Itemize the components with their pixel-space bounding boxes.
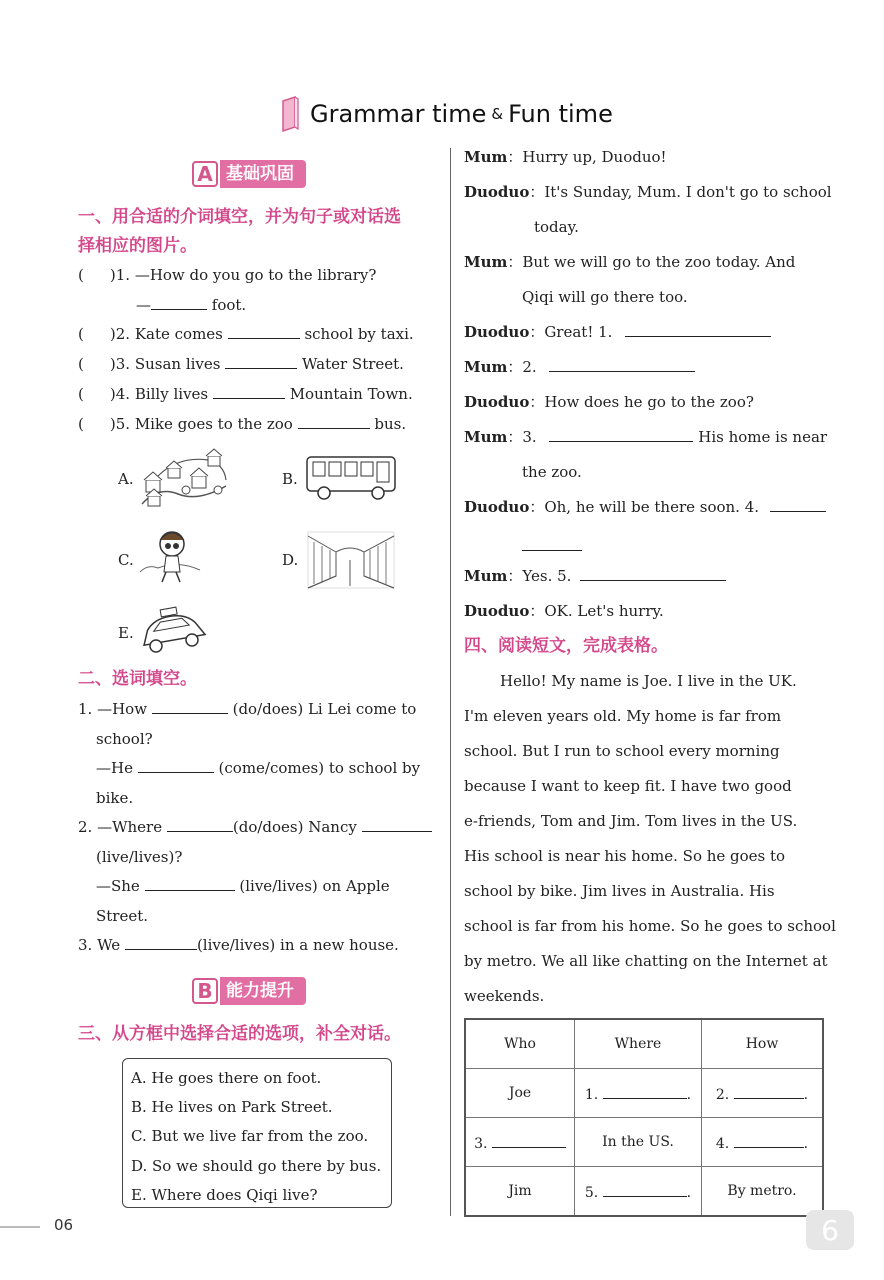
table-row xyxy=(465,1167,823,1217)
dialogue-line-8: Duoduo：How does he go to the zoo? xyxy=(464,393,754,411)
dialogue-line-6: Duoduo：Great! 1. xyxy=(464,322,771,342)
answer-table xyxy=(464,1018,824,1217)
q1-item-3: ( )3. Susan lives Water Street. xyxy=(78,355,404,373)
q1-item-1: ( )1. —How do you go to the library? xyxy=(78,266,377,284)
column-divider xyxy=(450,148,451,1216)
answer-blank[interactable] xyxy=(770,497,826,512)
q2-line-1: 1. —How (do/does) Li Lei come to xyxy=(78,700,417,718)
option-b: B. He lives on Park Street. xyxy=(131,1098,333,1116)
q2-line-8: Street. xyxy=(96,907,149,925)
table-cell: In the US. xyxy=(575,1118,702,1167)
dialogue-line-12: Mum：Yes. 5. xyxy=(464,566,726,586)
table-cell-blank[interactable]: 2. . xyxy=(702,1069,824,1118)
table-cell: By metro. xyxy=(702,1167,824,1217)
dialogue-line-2: Duoduo：It's Sunday, Mum. I don't go to school xyxy=(464,183,832,201)
section-b-badge xyxy=(192,977,306,1005)
q2-line-3: —He (come/comes) to school by xyxy=(96,759,421,777)
taxi-icon xyxy=(136,606,210,656)
picture-c-label: C. xyxy=(118,551,134,569)
answer-blank[interactable] xyxy=(549,357,695,372)
dialogue-line-3: today. xyxy=(534,218,579,236)
dialogue-line-4: Mum：But we will go to the zoo today. And xyxy=(464,253,796,271)
answer-blank[interactable] xyxy=(145,876,235,891)
badge-label: 能力提升 xyxy=(220,977,306,1005)
table-row xyxy=(465,1118,823,1167)
badge-letter: A xyxy=(192,161,218,187)
answer-blank[interactable] xyxy=(362,817,432,832)
answer-blank[interactable] xyxy=(152,699,228,714)
bus-icon xyxy=(304,453,400,501)
table-header: Who xyxy=(465,1019,575,1069)
q2-line-6: (live/lives)? xyxy=(96,848,183,866)
answer-blank[interactable] xyxy=(213,384,285,399)
option-c: C. But we live far from the zoo. xyxy=(131,1127,369,1145)
q2-line-5: 2. —Where (do/does) Nancy xyxy=(78,817,432,837)
town-icon xyxy=(138,446,230,512)
title-part2: Fun time xyxy=(508,100,613,128)
reading-line-7: school by bike. Jim lives in Australia. His xyxy=(464,882,775,900)
answer-blank[interactable] xyxy=(151,295,207,310)
option-a: A. He goes there on foot. xyxy=(131,1069,322,1087)
street-icon xyxy=(306,530,396,590)
answer-blank[interactable] xyxy=(125,935,197,950)
footer-line xyxy=(0,1226,40,1228)
answer-blank[interactable] xyxy=(167,817,233,832)
reading-line-2: I'm eleven years old. My home is far from xyxy=(464,707,782,725)
picture-b-label: B. xyxy=(282,470,298,488)
q2-line-2: school? xyxy=(96,730,153,748)
section-a-badge xyxy=(192,160,306,188)
reading-line-3: school. But I run to school every morning xyxy=(464,742,780,760)
reading-line-10: weekends. xyxy=(464,987,545,1005)
q2-line-7: —She (live/lives) on Apple xyxy=(96,877,390,895)
book-icon xyxy=(280,95,300,133)
table-cell-blank[interactable]: 5. . xyxy=(575,1167,702,1217)
q1-item-4: ( )4. Billy lives Mountain Town. xyxy=(78,385,413,403)
picture-a-label: A. xyxy=(118,470,134,488)
answer-blank[interactable] xyxy=(298,414,370,429)
answer-blank[interactable] xyxy=(228,324,300,339)
dialogue-line-11: Duoduo：Oh, he will be there soon. 4. xyxy=(464,497,826,517)
q1-item-5: ( )5. Mike goes to the zoo bus. xyxy=(78,415,407,433)
q1-item-2: ( )2. Kate comes school by taxi. xyxy=(78,325,414,343)
q1-item-1-answer: — foot. xyxy=(136,296,247,314)
picture-d-label: D. xyxy=(282,551,299,569)
reading-line-5: e-friends, Tom and Jim. Tom lives in the US. xyxy=(464,812,798,830)
title-amp: & xyxy=(491,105,504,123)
table-cell-blank[interactable]: 1. . xyxy=(575,1069,702,1118)
reading-line-6: His school is near his home. So he goes to xyxy=(464,847,786,865)
option-e: E. Where does Qiqi live? xyxy=(131,1186,318,1204)
q1-heading-line2: 择相应的图片。 xyxy=(78,236,197,256)
reading-line-9: by metro. We all like chatting on the Internet at xyxy=(464,952,828,970)
options-box xyxy=(122,1058,392,1208)
dialogue-line-13: Duoduo：OK. Let's hurry. xyxy=(464,602,664,620)
table-cell-blank[interactable]: 4. . xyxy=(702,1118,824,1167)
answer-blank[interactable] xyxy=(225,354,297,369)
table-cell: Joe xyxy=(465,1069,575,1118)
reading-line-1: Hello! My name is Joe. I live in the UK. xyxy=(500,672,797,690)
badge-label: 基础巩固 xyxy=(220,160,306,188)
q2-line-4: bike. xyxy=(96,789,134,807)
table-header: Where xyxy=(575,1019,702,1069)
q1-heading-line1: 一、用合适的介词填空，并为句子或对话选 xyxy=(78,207,401,227)
option-d: D. So we should go there by bus. xyxy=(131,1157,382,1175)
badge-letter: B xyxy=(192,978,218,1004)
q3-heading: 三、从方框中选择合适的选项，补全对话。 xyxy=(78,1024,401,1044)
page-title xyxy=(280,92,700,136)
answer-blank[interactable] xyxy=(138,758,214,773)
answer-blank-continued[interactable] xyxy=(522,536,582,551)
table-cell: Jim xyxy=(465,1167,575,1217)
q2-line-9: 3. We (live/lives) in a new house. xyxy=(78,936,399,954)
dialogue-line-5: Qiqi will go there too. xyxy=(522,288,688,306)
table-header: How xyxy=(702,1019,824,1069)
dialogue-line-7: Mum：2. xyxy=(464,357,695,377)
q2-heading: 二、选词填空。 xyxy=(78,669,197,689)
q4-heading: 四、阅读短文，完成表格。 xyxy=(464,636,668,656)
picture-e-label: E. xyxy=(118,624,134,642)
dialogue-line-10: the zoo. xyxy=(522,463,582,481)
page-number: 06 xyxy=(54,1216,74,1234)
answer-blank[interactable] xyxy=(549,427,693,442)
answer-blank[interactable] xyxy=(625,322,771,337)
page-number-badge: 6 xyxy=(806,1210,854,1250)
reading-line-4: because I want to keep fit. I have two good xyxy=(464,777,792,795)
reading-line-8: school is far from his home. So he goes to school xyxy=(464,917,836,935)
table-cell-blank[interactable]: 3. xyxy=(465,1118,575,1167)
dialogue-line-9: Mum：3. His home is near xyxy=(464,428,828,446)
dialogue-line-1: Mum：Hurry up, Duoduo! xyxy=(464,148,667,166)
boy-walking-icon xyxy=(138,524,202,584)
table-row xyxy=(465,1069,823,1118)
table-header-row xyxy=(465,1019,823,1069)
answer-blank[interactable] xyxy=(580,566,726,581)
title-part1: Grammar time xyxy=(310,100,487,128)
